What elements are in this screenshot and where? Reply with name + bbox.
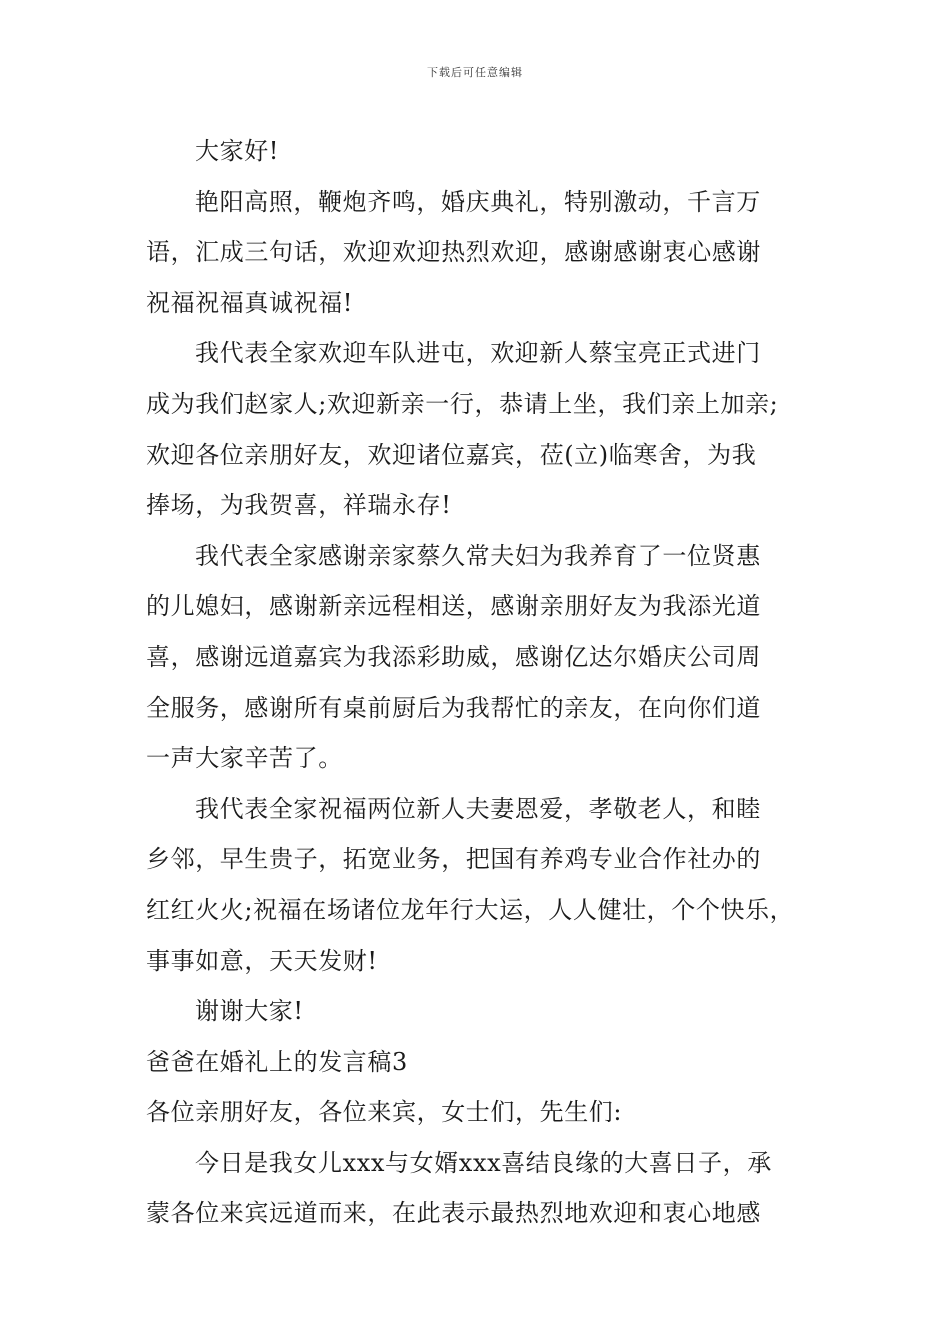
text-line: 欢迎各位亲朋好友，欢迎诸位嘉宾，莅(立)临寒舍，为我 bbox=[146, 440, 757, 469]
closing-line: 谢谢大家! bbox=[195, 997, 304, 1026]
text-line: 艳阳高照，鞭炮齐鸣，婚庆典礼，特别激动，千言万 bbox=[195, 187, 761, 216]
salutation-line: 各位亲朋好友，各位来宾，女士们，先生们: bbox=[146, 1098, 623, 1127]
text-line: 红红火火;祝福在场诸位龙年行大运，人人健壮，个个快乐， bbox=[146, 895, 795, 924]
text-line: 一声大家辛苦了。 bbox=[146, 744, 343, 773]
text-line: 我代表全家祝福两位新人夫妻恩爱，孝敬老人，和睦 bbox=[195, 794, 761, 823]
text-line: 蒙各位来宾远道而来，在此表示最热烈地欢迎和衷心地感 bbox=[146, 1199, 761, 1228]
greeting-line: 大家好! bbox=[195, 137, 280, 165]
section-title: 爸爸在婚礼上的发言稿3 bbox=[146, 1047, 408, 1076]
document-body bbox=[146, 126, 808, 1239]
text-line: 语，汇成三句话，欢迎欢迎热烈欢迎，感谢感谢衷心感谢 bbox=[146, 238, 761, 267]
text-line: 成为我们赵家人;欢迎新亲一行，恭请上坐，我们亲上加亲; bbox=[146, 389, 779, 418]
text-line: 我代表全家感谢亲家蔡久常夫妇为我养育了一位贤惠 bbox=[195, 541, 761, 570]
text-line: 事事如意，天天发财! bbox=[146, 946, 378, 975]
text-line: 今日是我女儿xxx与女婿xxx喜结良缘的大喜日子，承 bbox=[195, 1148, 772, 1177]
text-line: 喜，感谢远道嘉宾为我添彩助威，感谢亿达尔婚庆公司周 bbox=[146, 642, 761, 671]
text-line: 的儿媳妇，感谢新亲远程相送，感谢亲朋好友为我添光道 bbox=[146, 592, 761, 621]
text-line: 全服务，感谢所有桌前厨后为我帮忙的亲友，在向你们道 bbox=[146, 693, 761, 722]
text-line: 我代表全家欢迎车队进屯，欢迎新人蔡宝亮正式进门 bbox=[195, 339, 761, 368]
text-line: 捧场，为我贺喜，祥瑞永存! bbox=[146, 491, 452, 520]
page-header-note: 下载后可任意编辑 bbox=[427, 66, 523, 79]
text-line: 乡邻，早生贵子，拓宽业务，把国有养鸡专业合作社办的 bbox=[146, 845, 761, 874]
text-line: 祝福祝福真诚祝福! bbox=[146, 288, 354, 317]
